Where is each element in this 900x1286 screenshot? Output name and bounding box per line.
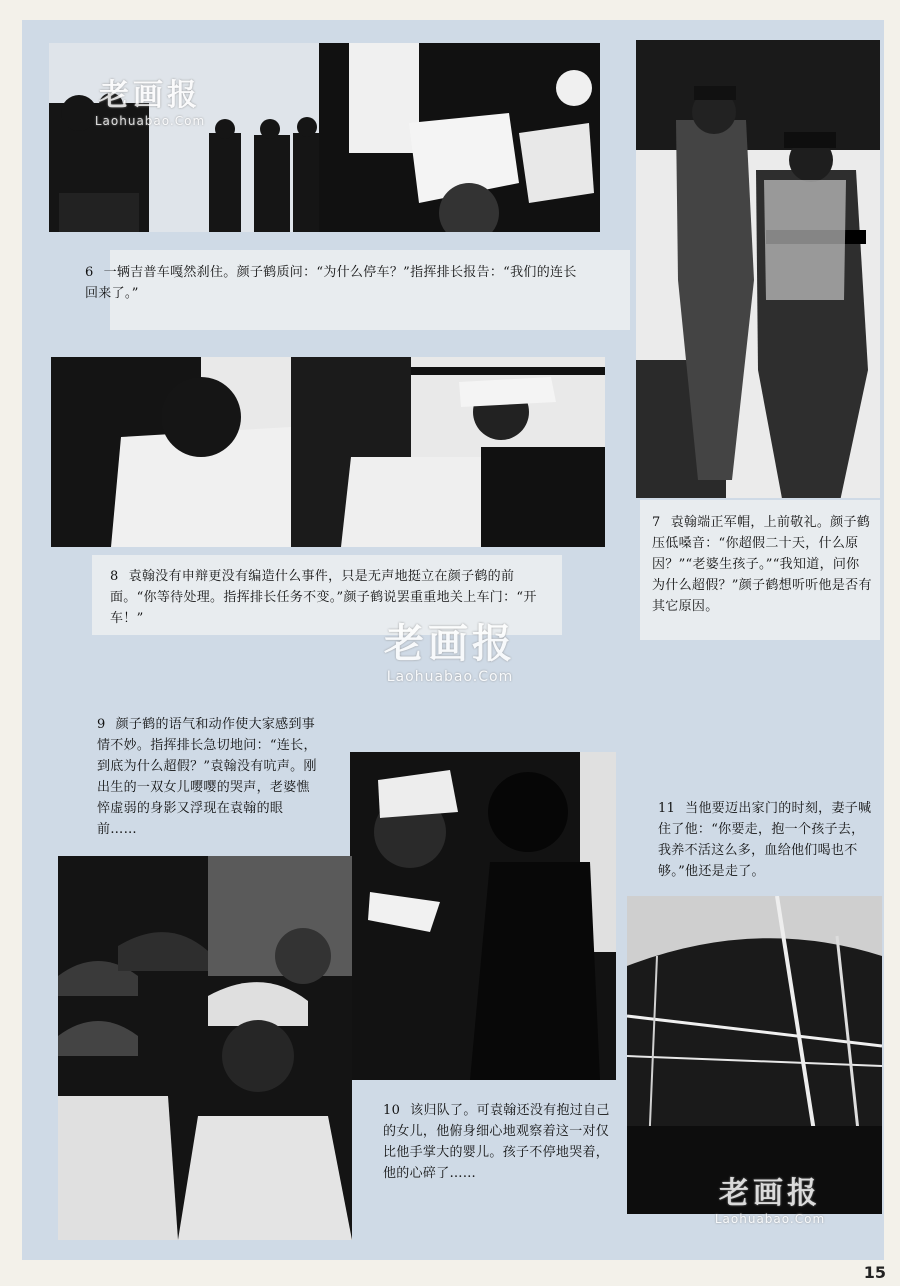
barbed-wire-landscape-illustration	[627, 896, 882, 1214]
caption-number: 7	[652, 515, 661, 530]
caption-number: 8	[110, 569, 119, 584]
caption-text: 袁翰端正军帽，上前敬礼。颜子鹤压低嗓音：“你超假二十天，什么原因？”“老婆生孩子。”“我知道，问你为什么超假？”颜子鹤想听听他是否有其它原因。	[652, 515, 872, 614]
page-number: 15	[863, 1263, 886, 1282]
comic-panel-8	[51, 357, 605, 547]
officer-in-jeep-illustration	[51, 357, 605, 547]
comic-panel-7	[636, 40, 880, 498]
caption-6	[85, 262, 585, 304]
caption-10	[383, 1100, 615, 1184]
caption-text: 颜子鹤的语气和动作使大家感到事情不妙。指挥排长急切地问：“连长，到底为什么超假？”袁翰没有吭声。刚出生的一双女儿嘤嘤的哭声，老婆憔悴虚弱的身影又浮现在袁翰的眼前……	[97, 717, 317, 837]
watermark-url: Laohuabao.Com	[94, 114, 206, 128]
caption-text: 袁翰没有申辩更没有编造什么事件，只是无声地挺立在颜子鹤的前面。“你等待处理。指挥排长任务不变。”颜子鹤说罢重重地关上车门：“开车！”	[110, 569, 537, 626]
caption-text: 当他要迈出家门的时刻，妻子喊住了他：“你要走，抱一个孩子去，我养不活这么多，血给他们喝也不够。”他还是走了。	[658, 801, 872, 879]
soldiers-standing-illustration	[636, 40, 880, 498]
watermark	[680, 1168, 860, 1226]
comic-panel-9	[58, 856, 352, 1240]
soldiers-helmets-illustration	[58, 856, 352, 1240]
caption-11	[658, 798, 876, 882]
watermark	[350, 612, 550, 685]
caption-7	[652, 512, 872, 617]
caption-9	[97, 714, 322, 840]
caption-number: 10	[383, 1103, 401, 1118]
caption-number: 6	[85, 265, 94, 280]
watermark-title: 老画报	[99, 78, 201, 113]
caption-number: 11	[658, 801, 676, 816]
caption-text: 该归队了。可袁翰还没有抱过自己的女儿，他俯身细心地观察着这一对仅比他手掌大的婴儿。孩子不停地哭着，他的心碎了……	[383, 1103, 610, 1181]
watermark-url: Laohuabao.Com	[386, 669, 514, 685]
watermark	[60, 70, 240, 128]
watermark-title: 老画报	[719, 1176, 821, 1211]
comic-panel-11	[627, 896, 882, 1214]
caption-number: 9	[97, 717, 106, 732]
watermark-title: 老画报	[384, 621, 516, 667]
comic-panel-10	[350, 752, 616, 1080]
caption-text: 一辆吉普车嘎然刹住。颜子鹤质问：“为什么停车？”指挥排长报告：“我们的连长回来了。”	[85, 265, 577, 301]
soldier-with-baby-illustration	[350, 752, 616, 1080]
watermark-url: Laohuabao.Com	[714, 1212, 826, 1226]
